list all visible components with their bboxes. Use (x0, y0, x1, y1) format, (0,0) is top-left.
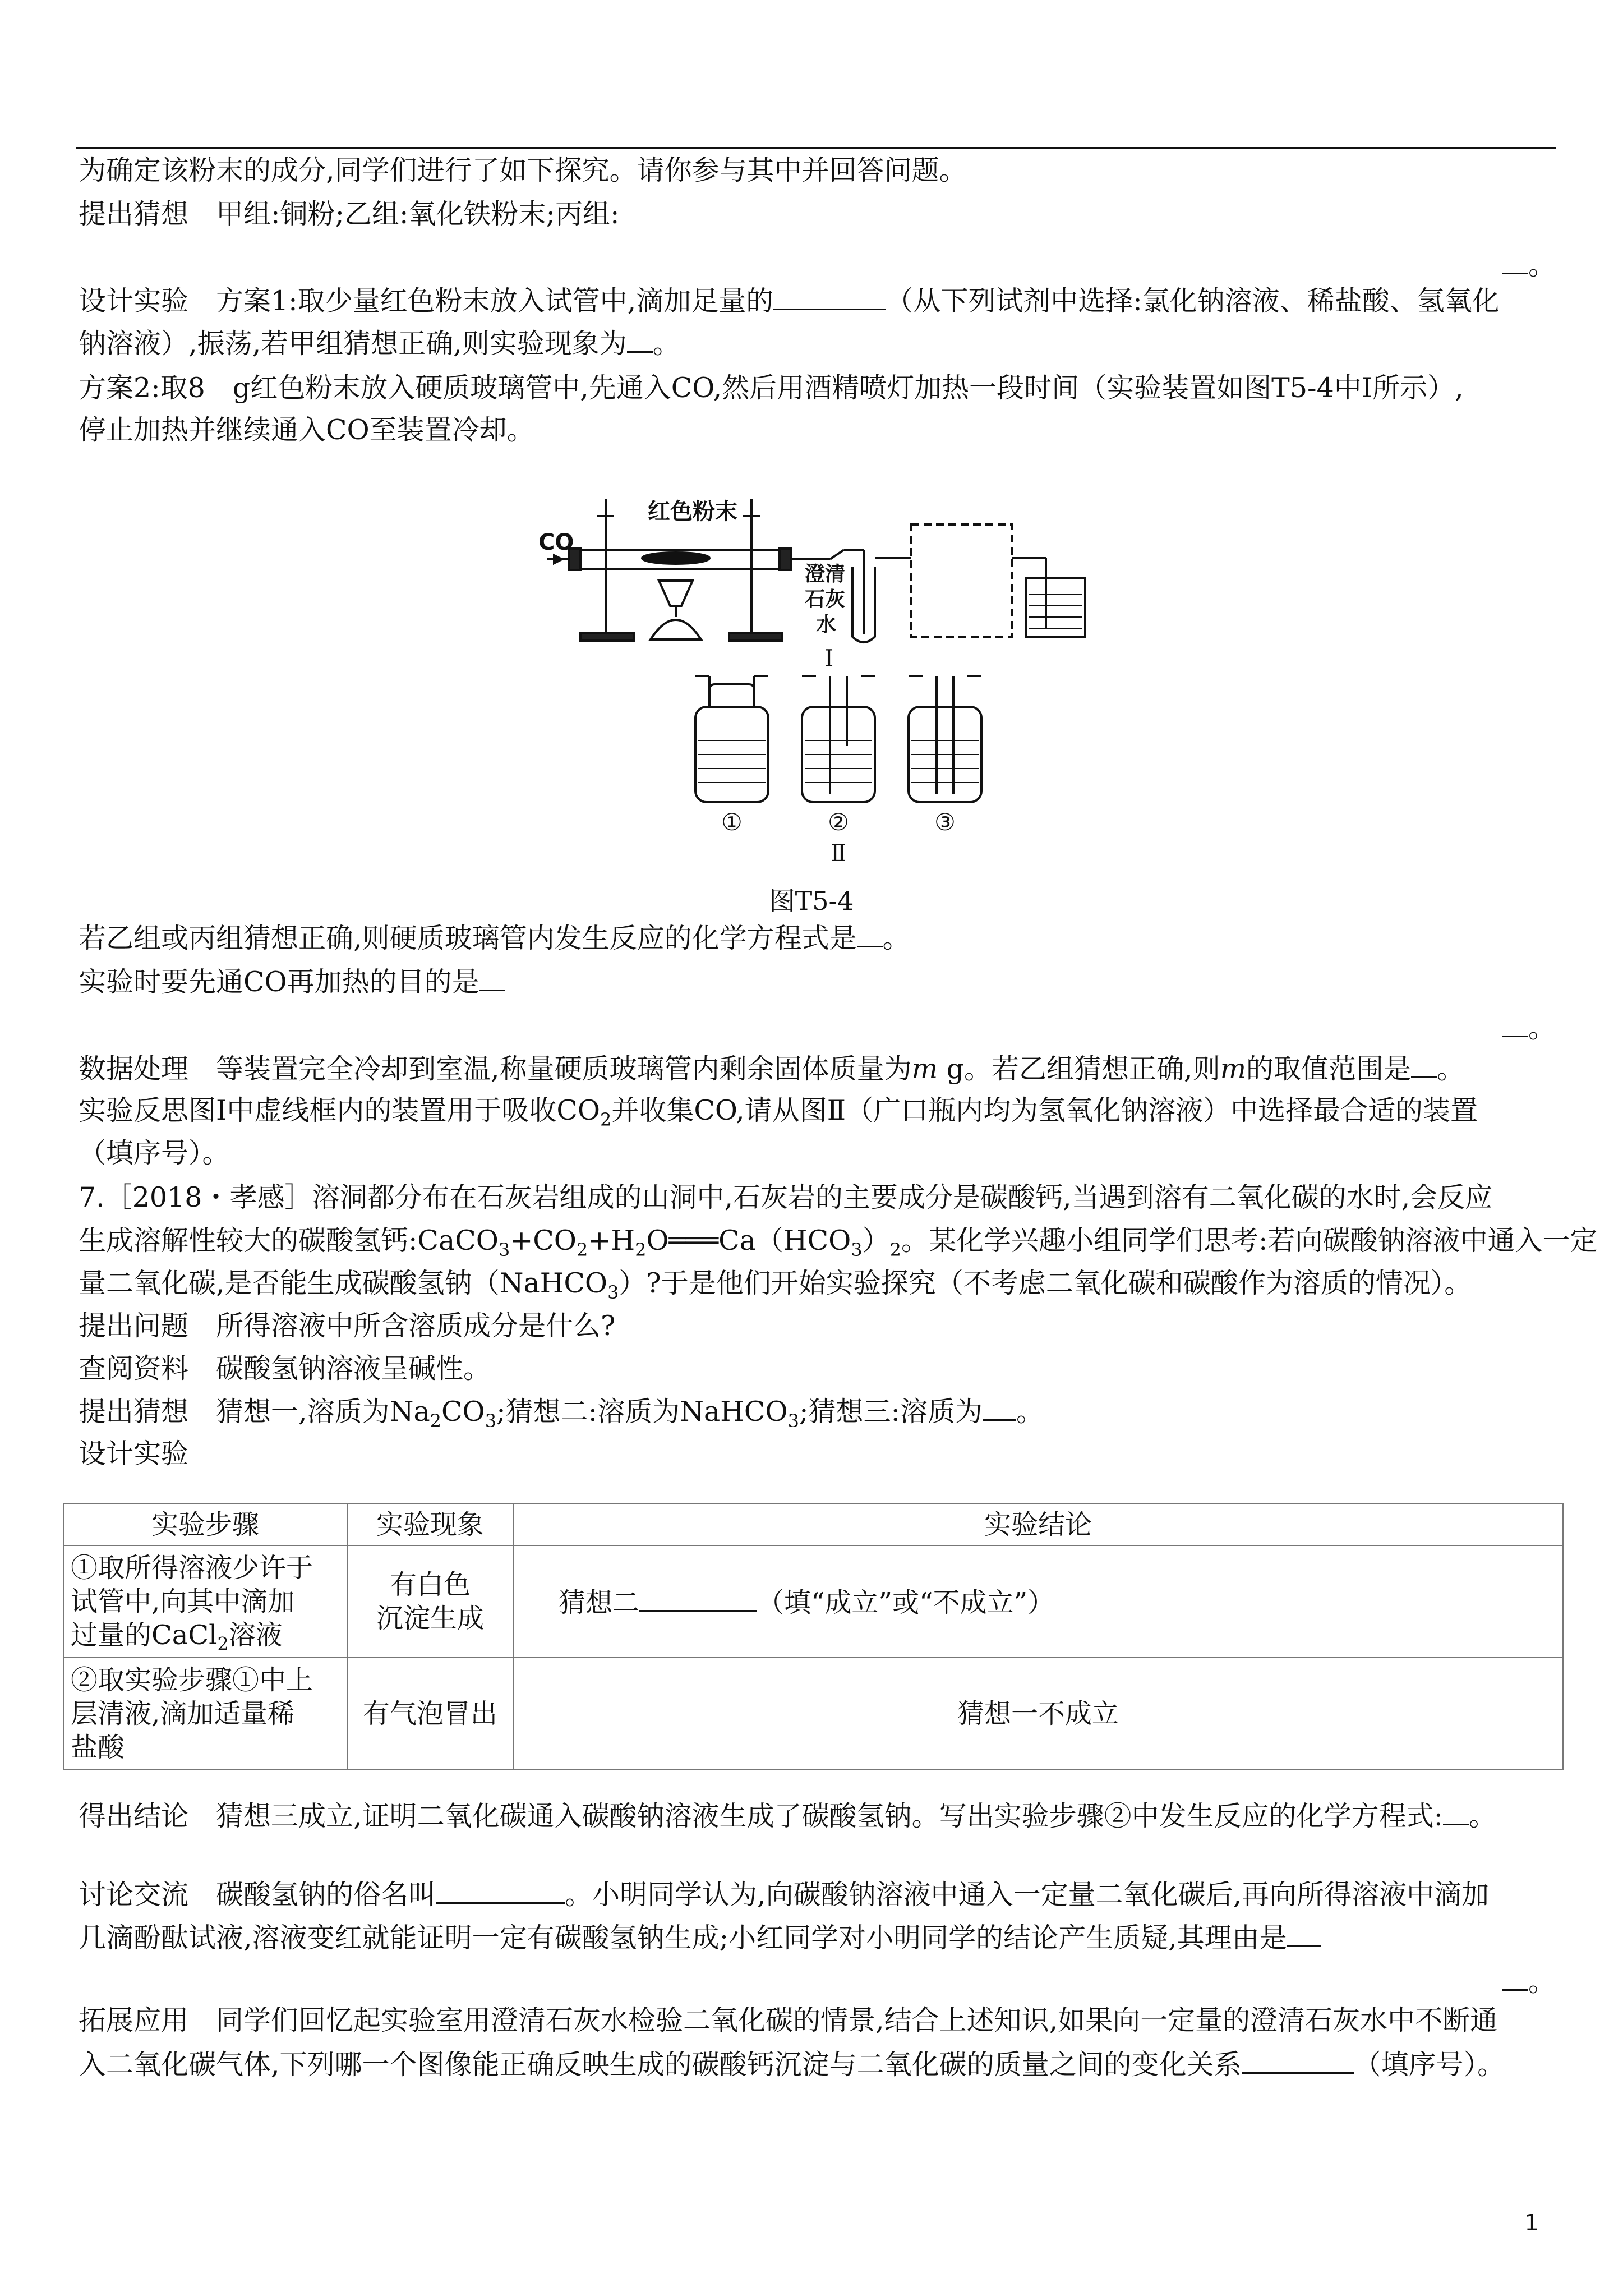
answer-blank[interactable] (1502, 247, 1528, 274)
question-line: 提出问题 所得溶液中所含溶质成分是什么? (79, 1310, 616, 1342)
answer-blank[interactable] (639, 1584, 757, 1612)
limewater-label-1: 澄清 (805, 563, 846, 586)
row1-conclusion: 猜想二 （填“成立”或“不成立”） (513, 1545, 1563, 1658)
powder-label: 红色粉末 (648, 499, 737, 524)
row2-step: ②取实验步骤①中上 层清液,滴加适量稀 盐酸 (63, 1658, 347, 1770)
plan2-line-1: 方案2:取8 g红色粉末放入硬质玻璃管中,先通入CO,然后用酒精喷灯加热一段时间（实验装置如图T5-4中Ⅰ所示）, (79, 372, 1464, 404)
answer-blank[interactable] (773, 283, 886, 310)
header-steps: 实验步骤 (63, 1504, 347, 1545)
answer-blank[interactable] (1443, 1798, 1469, 1825)
hypothesis-line-2: 提出猜想 猜想一,溶质为$Na_2CO_3$;猜想二:溶质为NaHCO$_3$;猜想三:溶质为 。 (79, 1393, 1044, 1430)
row2-observation: 有气泡冒出 (347, 1658, 513, 1770)
q7-line-3: 量二氧化碳,是否能生成碳酸氢钠（NaHCO$_3$）?于是他们开始实验探究（不考虑二氧化碳和碳酸作为溶质的情况）。 (79, 1267, 1472, 1303)
header-observation: 实验现象 (347, 1504, 513, 1545)
q7-line-1: 7.［2018・孝感］溶洞都分布在石灰岩组成的山洞中,石灰岩的主要成分是碳酸钙,当遇到溶有二氧化碳的水时,会反应 (79, 1181, 1493, 1213)
header-conclusion: 实验结论 (513, 1504, 1563, 1545)
design-line-2: 钠溶液）,振荡,若甲组猜想正确,则实验现象为 。 (79, 325, 680, 362)
hypothesis-blank-end: 。 (1502, 247, 1556, 283)
figure-I-label: Ⅰ (824, 645, 834, 672)
reflection-line-2: （填序号）。 (79, 1137, 230, 1169)
answer-blank[interactable] (983, 1393, 1016, 1421)
extension-line-2: 入二氧化碳气体,下列哪一个图像能正确反映生成的碳酸钙沉淀与二氧化碳的质量之间的变化关系 （填序号）。 (79, 2046, 1505, 2083)
table-row (63, 1658, 1563, 1770)
purpose-question: 实验时要先通CO再加热的目的是 (79, 964, 505, 1000)
limewater-label-3: 水 (816, 613, 837, 636)
purpose-blank-end: 。 (1502, 1010, 1556, 1046)
figure-caption: 图T5-4 (769, 886, 854, 916)
conclusion-line: 得出结论 猜想三成立,证明二氧化碳通入碳酸钠溶液生成了碳酸氢钠。写出实验步骤②中发生反应的化学方程式: 。 (79, 1798, 1496, 1834)
bottle-2-label: ② (828, 808, 849, 836)
hypothesis-line: 提出猜想 甲组:铜粉;乙组:氧化铁粉末;丙组: (79, 198, 620, 230)
answer-blank[interactable] (1411, 1051, 1437, 1078)
figure-II-label: Ⅱ (830, 839, 847, 867)
extension-line-1: 拓展应用 同学们回忆起实验室用澄清石灰水检验二氧化碳的情景,结合上述知识,如果向一定量的澄清石灰水中不断通 (79, 2004, 1498, 2036)
top-rule (76, 147, 1556, 149)
apparatus-figure (538, 466, 1110, 892)
q7-line-2: 生成溶解性较大的碳酸氢钙$:CaCO_3+CO_2+H_2O═══Ca(HCO_3)_2$。某化学兴趣小组同学们思考:若向碳酸钠溶液中通入一定 (79, 1225, 1598, 1260)
answer-blank[interactable] (1287, 1920, 1321, 1947)
design-heading: 设计实验 (79, 1438, 189, 1470)
row1-observation: 有白色 沉淀生成 (347, 1545, 513, 1658)
answer-blank[interactable] (436, 1876, 565, 1904)
equation-question: 若乙组或丙组猜想正确,则硬质玻璃管内发生反应的化学方程式是 。 (79, 920, 910, 956)
bottle-3-label: ③ (934, 808, 956, 836)
discussion-line-1: 讨论交流 碳酸氢钠的俗名叫 。小明同学认为,向碳酸钠溶液中通入一定量二氧化碳后,再向所得溶液中滴加 (79, 1876, 1489, 1913)
discussion-line-2: 几滴酚酞试液,溶液变红就能证明一定有碳酸氢钠生成;小红同学对小明同学的结论产生质疑,其理由是 (79, 1920, 1321, 1956)
table-header-row (63, 1504, 1563, 1545)
reference-line: 查阅资料 碳酸氢钠溶液呈碱性。 (79, 1352, 491, 1384)
plan2-line-2: 停止加热并继续通入CO至装置冷却。 (79, 414, 534, 446)
table-row (63, 1545, 1563, 1658)
reflection-line-1: 实验反思图Ⅰ中虚线框内的装置用于吸收$CO_2$并收集CO,请从图Ⅱ（广口瓶内均为氢氧化钠溶液）中选择最合适的装置 (79, 1094, 1478, 1130)
row2-conclusion: 猜想一不成立 (513, 1658, 1563, 1770)
experiment-table (63, 1503, 1564, 1770)
co-label: CO (538, 530, 574, 555)
limewater-label-2: 石灰 (805, 588, 846, 611)
answer-blank[interactable] (627, 325, 653, 353)
page-number: 1 (1524, 2210, 1539, 2236)
intro-line: 为确定该粉末的成分,同学们进行了如下探究。请你参与其中并回答问题。 (79, 154, 967, 186)
design-line-1: 设计实验 方案1:取少量红色粉末放入试管中,滴加足量的 （从下列试剂中选择:氯化钠溶液、稀盐酸、氢氧化 (79, 283, 1500, 319)
row1-step: ①取所得溶液少许于 试管中,向其中滴加 过量的CaCl$_2$溶液 (63, 1545, 347, 1658)
answer-blank[interactable] (857, 920, 883, 947)
answer-blank[interactable] (1502, 1963, 1528, 1991)
answer-blank[interactable] (479, 964, 505, 991)
discussion-blank-end: 。 (1502, 1963, 1556, 2000)
answer-blank[interactable] (1242, 2046, 1354, 2074)
answer-blank[interactable] (1502, 1010, 1528, 1037)
data-processing-line: 数据处理 等装置完全冷却到室温,称量硬质玻璃管内剩余固体质量为m g。若乙组猜想正确,则m的取值范围是 。 (79, 1051, 1464, 1087)
bottle-1-label: ① (721, 808, 743, 836)
